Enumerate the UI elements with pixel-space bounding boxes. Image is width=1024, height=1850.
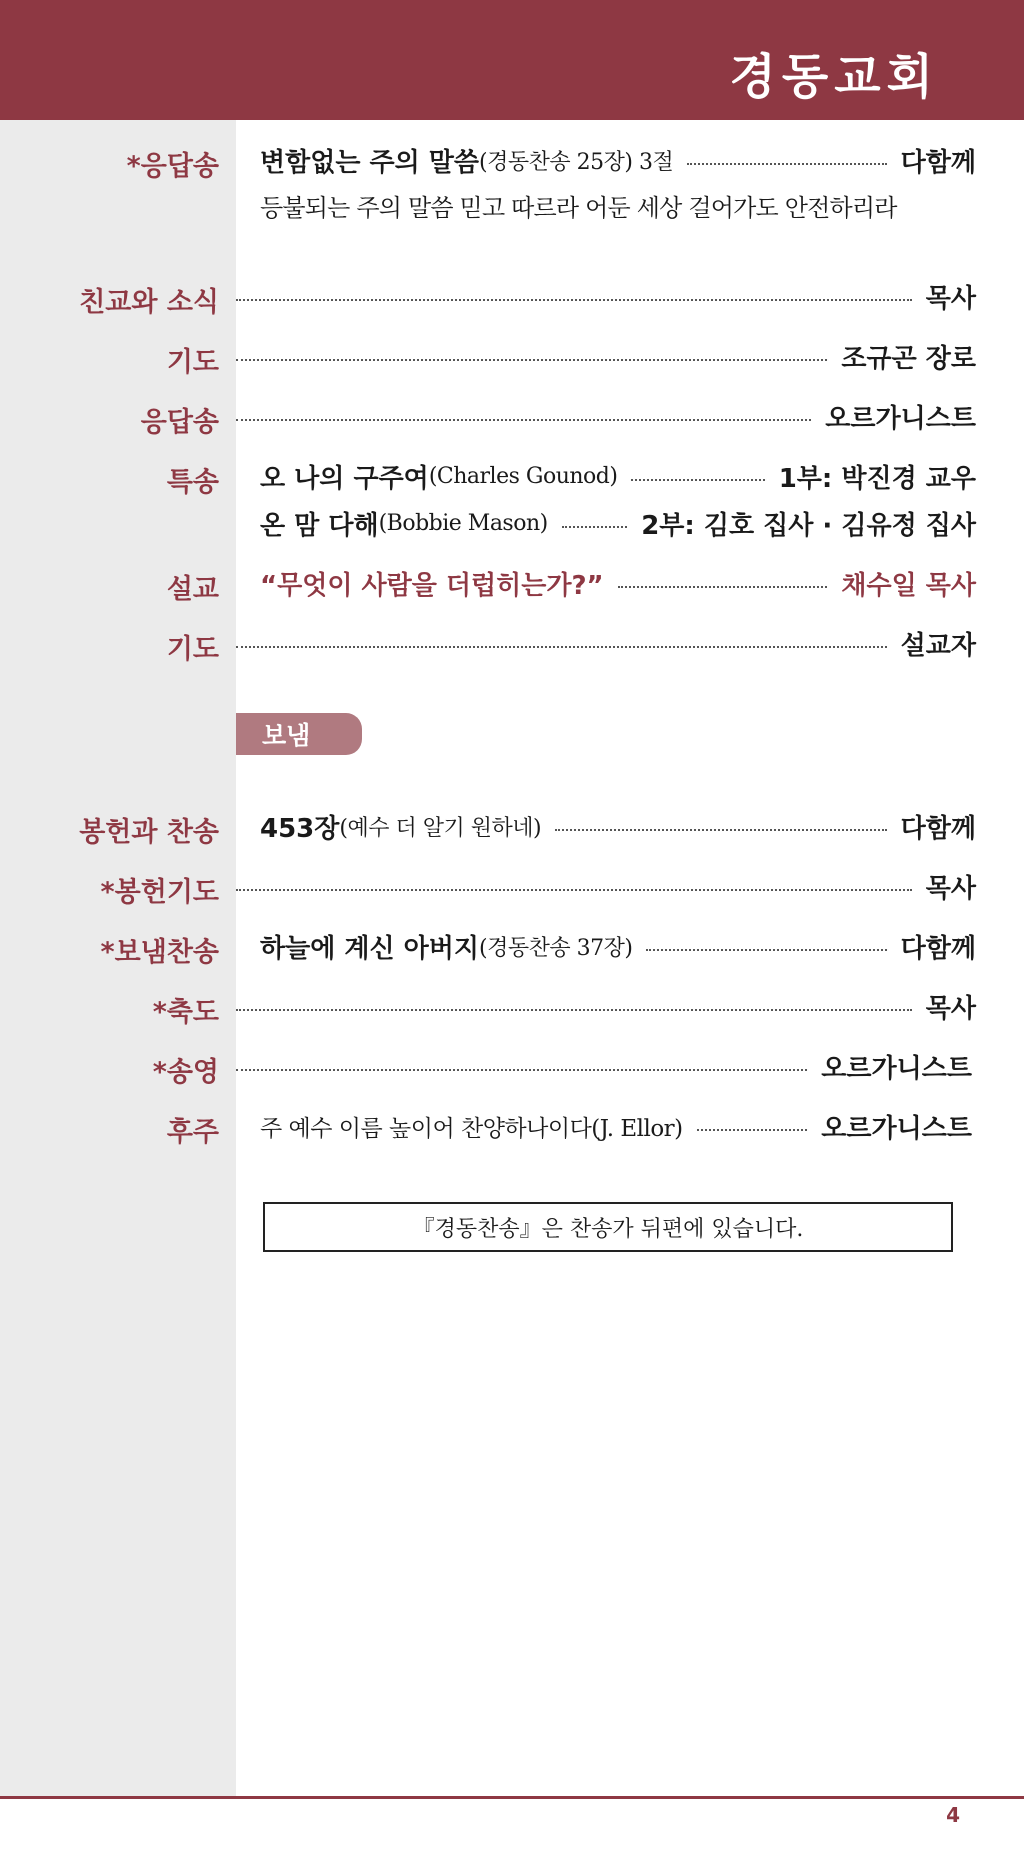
item-label: 설교	[166, 574, 219, 605]
item-label: 응답송	[140, 407, 219, 438]
item-label: *축도	[152, 997, 219, 1028]
item-source: (예수 더 알기 원하네)	[339, 815, 542, 841]
item-label: *응답송	[126, 151, 219, 182]
church-name-logo: 경동교회	[729, 49, 939, 105]
order-item-special-song-1	[0, 456, 1024, 496]
response-song-lyrics: 등불되는 주의 말씀 믿고 따르라 어둔 세상 걸어가도 안전하리라	[260, 194, 897, 222]
item-leader: 목사	[925, 873, 976, 904]
hymnal-note-text: 『경동찬송』은 찬송가 뒤편에 있습니다.	[412, 1216, 804, 1242]
leader-dots	[236, 359, 827, 361]
item-label: 기도	[166, 347, 219, 378]
footer-divider	[0, 1796, 1024, 1799]
item-leader: 다함께	[900, 933, 976, 964]
order-item-offering-prayer	[0, 866, 1024, 906]
item-leader: 1부: 박진경 교우	[778, 463, 976, 494]
leader-dots	[236, 889, 912, 891]
leader-dots	[631, 479, 764, 481]
order-item-doxology	[0, 1046, 1024, 1086]
order-item-response-song	[0, 140, 1024, 180]
item-label: 봉헌과 찬송	[79, 817, 219, 848]
item-composer: (Bobbie Mason)	[378, 510, 548, 536]
item-label: 후주	[166, 1117, 219, 1148]
order-item-fellowship-news	[0, 276, 1024, 316]
item-leader: 다함께	[900, 147, 976, 178]
item-leader: 2부: 김호 집사 · 김유정 집사	[641, 510, 976, 541]
page-number: 4	[946, 1803, 960, 1827]
order-item-special-song-2	[0, 503, 1024, 543]
header-bar	[0, 0, 1024, 120]
section-tab-sending: 보냄	[236, 713, 362, 755]
leader-dots	[697, 1129, 808, 1131]
item-leader: 설교자	[900, 630, 976, 661]
leader-dots	[562, 526, 627, 528]
order-item-postlude	[0, 1106, 1024, 1146]
leader-dots	[618, 586, 828, 588]
item-label: 특송	[166, 467, 219, 498]
leader-dots	[555, 829, 887, 831]
item-source: (경동찬송 25장) 3절	[479, 149, 674, 175]
item-leader: 목사	[925, 993, 976, 1024]
postlude-title: 주 예수 이름 높이어 찬양하나이다(J. Ellor)	[260, 1115, 683, 1142]
item-title: 오 나의 구주여	[260, 463, 429, 494]
item-source: (경동찬송 37장)	[479, 935, 633, 961]
item-label: *봉헌기도	[100, 877, 219, 908]
item-leader: 오르가니스트	[821, 1113, 972, 1144]
order-item-response	[0, 396, 1024, 436]
item-leader: 채수일 목사	[841, 570, 976, 601]
item-leader: 다함께	[900, 813, 976, 844]
item-title: 변함없는 주의 말씀	[260, 147, 480, 178]
item-title: 온 맘 다해	[260, 510, 379, 541]
order-item-prayer-2	[0, 623, 1024, 663]
leader-dots	[236, 646, 887, 648]
hymnal-note	[263, 1202, 953, 1252]
order-item-prayer	[0, 336, 1024, 376]
leader-dots	[646, 949, 886, 951]
item-leader: 목사	[925, 283, 976, 314]
sermon-title: “무엇이 사람을 더럽히는가?”	[260, 570, 604, 601]
leader-dots	[687, 163, 886, 165]
order-item-sending-hymn	[0, 926, 1024, 966]
leader-dots	[236, 299, 912, 301]
leader-dots	[236, 419, 811, 421]
item-label: 기도	[166, 634, 219, 665]
item-title: 453장	[260, 813, 340, 844]
item-title: 하늘에 계신 아버지	[260, 933, 480, 964]
item-label: *보냄찬송	[100, 937, 219, 968]
item-label: *송영	[152, 1057, 219, 1088]
leader-dots	[236, 1009, 912, 1011]
order-item-offering-hymn	[0, 806, 1024, 846]
item-leader: 오르가니스트	[825, 403, 976, 434]
order-item-benediction	[0, 986, 1024, 1026]
item-leader: 오르가니스트	[821, 1053, 972, 1084]
leader-dots	[236, 1069, 807, 1071]
order-item-sermon	[0, 563, 1024, 603]
item-leader: 조규곤 장로	[841, 343, 976, 374]
item-composer: (Charles Gounod)	[428, 463, 618, 489]
item-label: 친교와 소식	[79, 287, 219, 318]
